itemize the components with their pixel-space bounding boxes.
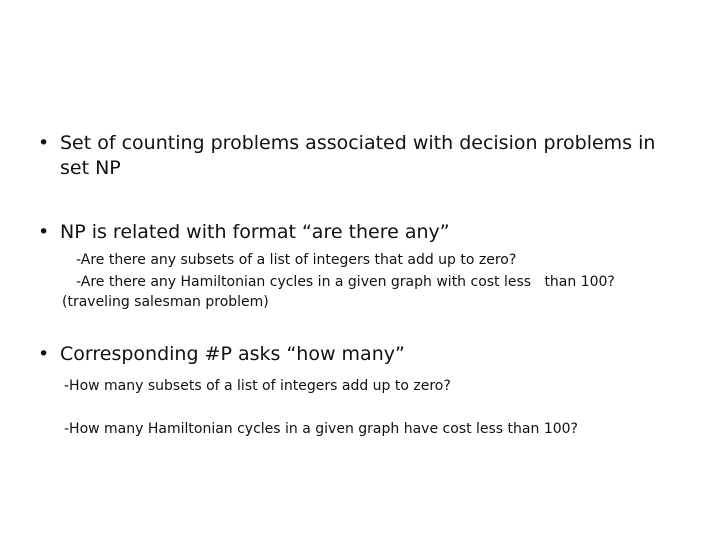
bullet-2-sub-item-1: -Are there any subsets of a list of integers that add up to zero? bbox=[76, 252, 517, 268]
bullet-1-text: Set of counting problems associated with decision problems in set NP bbox=[60, 132, 656, 179]
bullet-dot-icon: • bbox=[38, 132, 50, 154]
bullet-2-text: NP is related with format “are there any” bbox=[60, 221, 450, 243]
bullet-dot-icon: • bbox=[38, 343, 50, 365]
bullet-1 bbox=[38, 131, 688, 181]
bullet-3 bbox=[38, 342, 688, 367]
bullet-dot-icon: • bbox=[38, 221, 50, 243]
bullet-3-text: Corresponding #P asks “how many” bbox=[60, 343, 405, 365]
bullet-3-sub-item-2: -How many Hamiltonian cycles in a given graph have cost less than 100? bbox=[64, 421, 578, 437]
bullet-3-sub-item-1: -How many subsets of a list of integers add up to zero? bbox=[64, 378, 451, 394]
bullet-2-sub-item-2: -Are there any Hamiltonian cycles in a given graph with cost less than 100? bbox=[76, 274, 615, 290]
bullet-2-sub-item-3: (traveling salesman problem) bbox=[62, 294, 269, 310]
bullet-2 bbox=[38, 220, 688, 245]
